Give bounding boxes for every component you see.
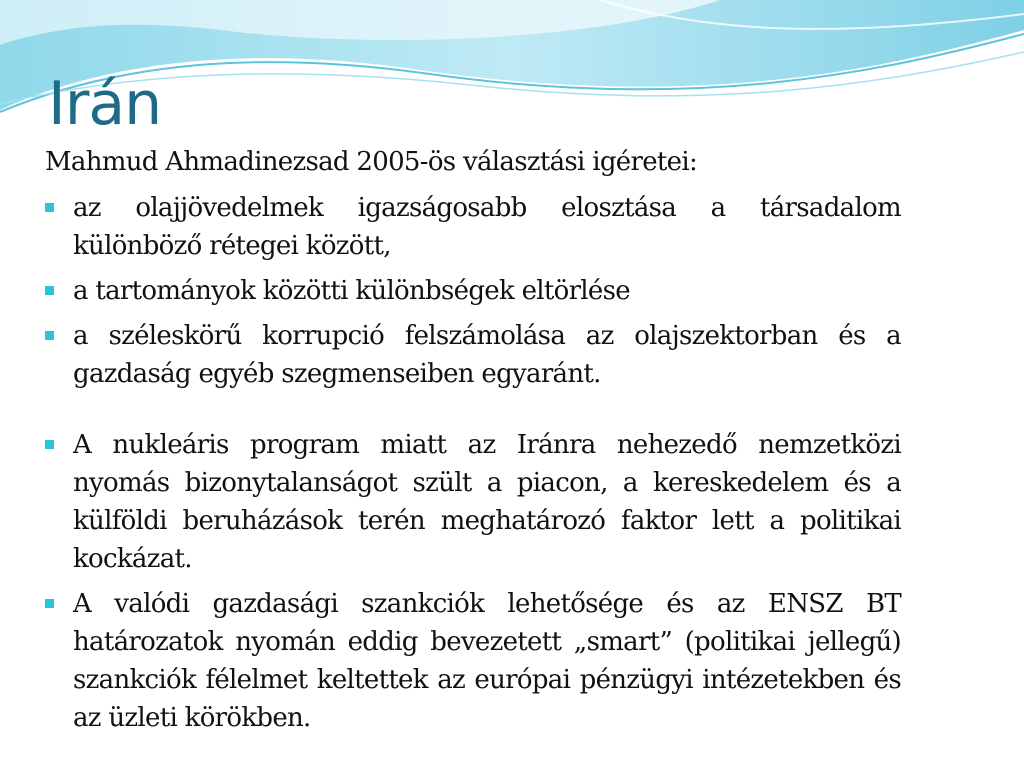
bullet-item bbox=[45, 189, 901, 265]
bullet-text: az olajjövedelmek igazságosabb elosztása a társadalom különböző rétegei között, bbox=[73, 193, 901, 261]
square-bullet-icon bbox=[45, 203, 54, 212]
intro-text: Mahmud Ahmadinezsad 2005-ös választási igéretei: bbox=[45, 147, 697, 177]
square-bullet-icon bbox=[45, 286, 54, 295]
bullet-item bbox=[45, 585, 901, 737]
bullet-text: a széleskörű korrupció felszámolása az olajszektorban és a gazdaság egyéb szegmenseiben egyaránt. bbox=[73, 321, 901, 389]
slide-title: Irán bbox=[48, 69, 162, 139]
bullet-item bbox=[45, 272, 901, 310]
square-bullet-icon bbox=[45, 599, 54, 608]
bullet-item bbox=[45, 426, 901, 578]
bullet-item bbox=[45, 317, 901, 393]
square-bullet-icon bbox=[45, 440, 54, 449]
slide-body bbox=[45, 144, 901, 744]
bullet-text: A valódi gazdasági szankciók lehetősége és az ENSZ BT határozatok nyomán eddig bevezetett „smart” (politikai jellegű) szankciók félelmet keltettek az európai pénzügyi intézetekben és az üzleti körökben. bbox=[73, 589, 901, 733]
bullet-text: a tartományok közötti különbségek eltörlése bbox=[73, 276, 630, 306]
bullet-text: A nukleáris program miatt az Iránra nehezedő nemzetközi nyomás bizonytalanságot szült a piacon, a kereskedelem és a külföldi beruházások terén meghatározó faktor lett a politikai kockázat. bbox=[73, 430, 901, 574]
bullet-list bbox=[45, 189, 901, 737]
square-bullet-icon bbox=[45, 331, 54, 340]
